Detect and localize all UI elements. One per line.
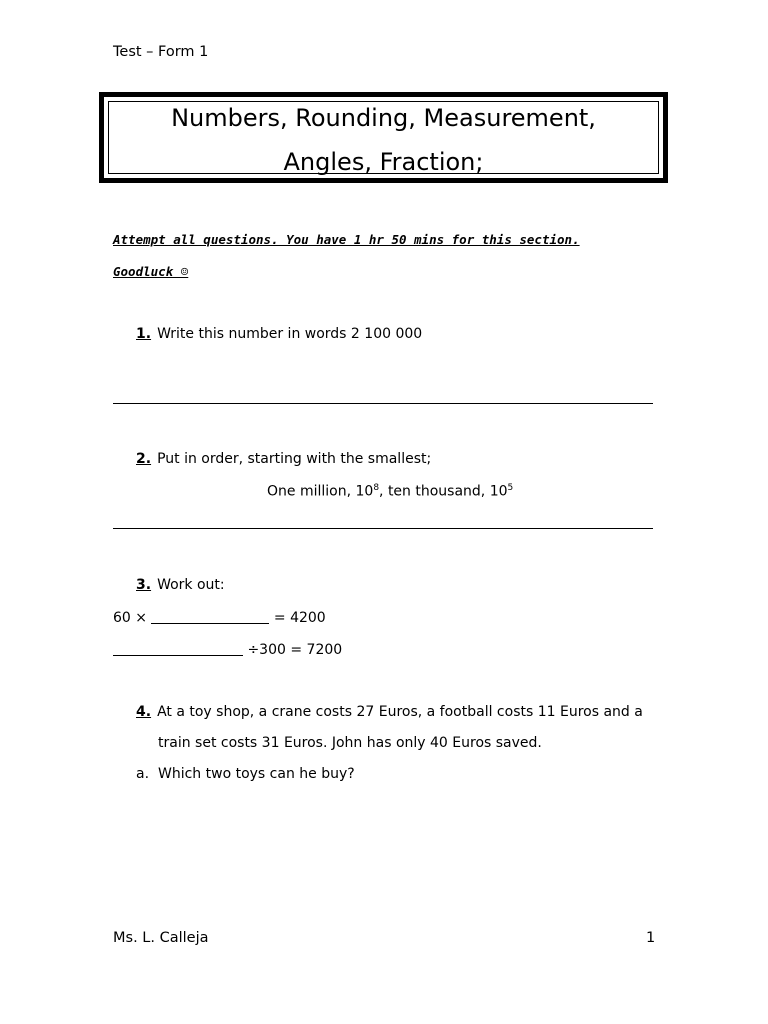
title-inner-frame xyxy=(108,101,659,174)
question-4-number: 4. xyxy=(136,704,152,720)
question-2-exponent-1: 8 xyxy=(373,483,380,493)
page-title-line-2: Angles, Fraction; xyxy=(283,148,484,176)
question-3 xyxy=(136,577,225,593)
question-2-text: Put in order, starting with the smallest; xyxy=(157,451,432,467)
question-3-line-2 xyxy=(113,641,342,658)
instructions-line: Attempt all questions. You have 1 hr 50 mins for this section. xyxy=(113,232,580,247)
question-1-number: 1. xyxy=(136,326,152,342)
answer-blank-3a[interactable] xyxy=(151,609,269,624)
question-3-line-2-right: ÷300 = 7200 xyxy=(247,642,343,658)
question-3-line-1-left: 60 × xyxy=(113,610,147,626)
goodluck-line: Goodluck ☺ xyxy=(113,264,189,279)
question-2-number: 2. xyxy=(136,451,152,467)
question-4-part-a-label: a. xyxy=(136,766,150,782)
footer-page-number: 1 xyxy=(646,930,656,946)
question-2-items-part1: One million, 10 xyxy=(267,483,374,500)
question-3-number: 3. xyxy=(136,577,152,593)
question-4 xyxy=(136,704,643,720)
question-2-exponent-2: 5 xyxy=(507,483,514,493)
question-1 xyxy=(136,326,422,342)
answer-blank-3b[interactable] xyxy=(113,641,243,656)
question-4-text-line-1: At a toy shop, a crane costs 27 Euros, a football costs 11 Euros and a xyxy=(157,704,643,720)
title-box xyxy=(99,92,668,183)
question-2-items xyxy=(267,483,513,500)
answer-line-1[interactable] xyxy=(113,403,653,404)
question-3-line-1 xyxy=(113,609,326,626)
question-4-part-a-text: Which two toys can he buy? xyxy=(158,766,355,782)
question-4-text-line-2: train set costs 31 Euros. John has only 40 Euros saved. xyxy=(158,735,542,751)
question-4-part-a xyxy=(136,766,355,782)
question-1-text: Write this number in words 2 100 000 xyxy=(157,326,423,342)
footer-author: Ms. L. Calleja xyxy=(113,930,209,946)
page-title-line-1: Numbers, Rounding, Measurement, xyxy=(171,104,596,132)
question-3-line-1-right: = 4200 xyxy=(273,610,326,626)
form-label: Test – Form 1 xyxy=(113,44,209,60)
answer-line-2[interactable] xyxy=(113,528,653,529)
question-2-items-part2: , ten thousand, 10 xyxy=(379,483,508,500)
question-3-text: Work out: xyxy=(157,577,225,593)
question-2 xyxy=(136,451,431,467)
